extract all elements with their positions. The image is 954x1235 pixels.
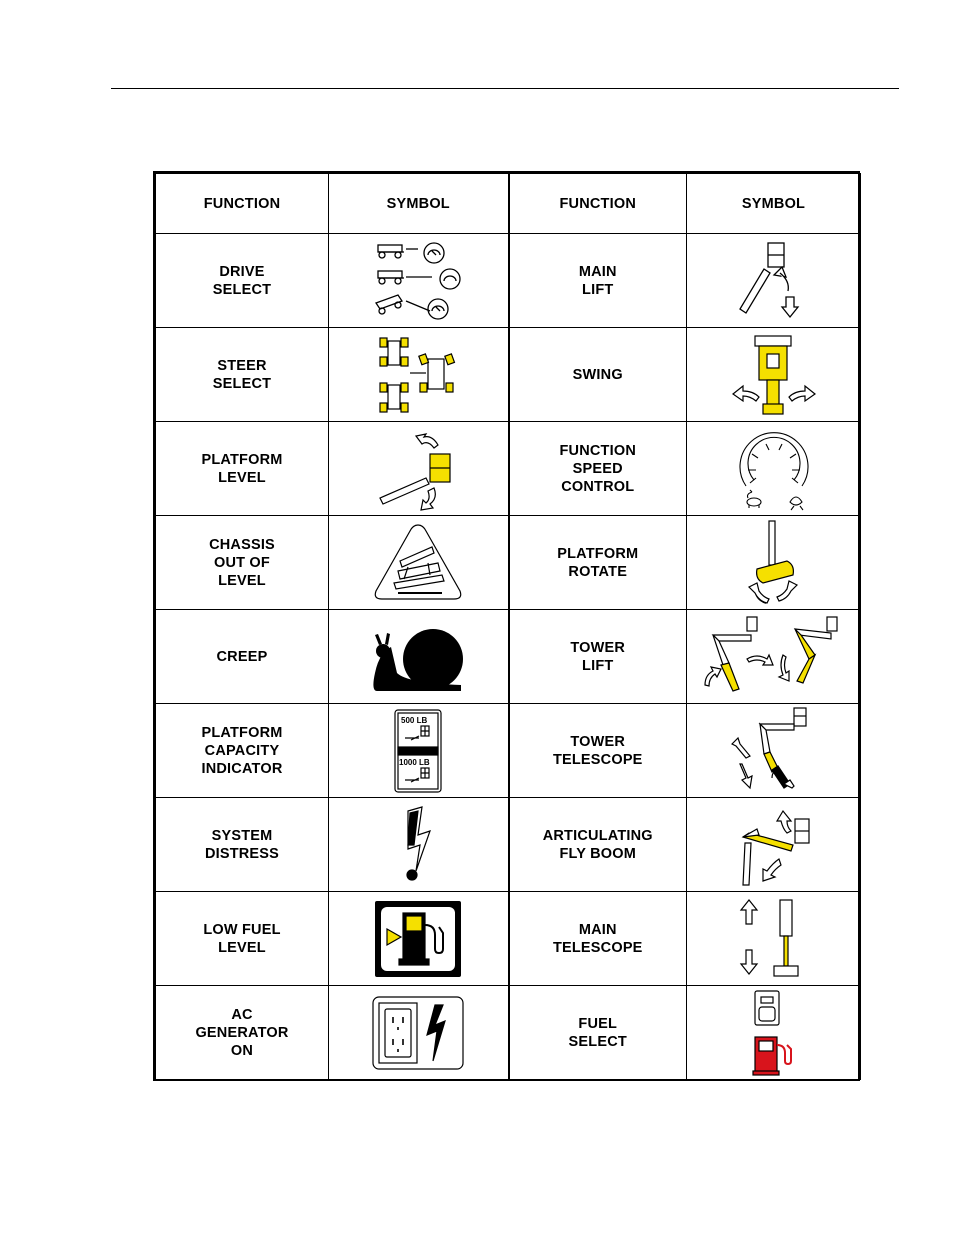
platform-rotate-icon — [729, 519, 819, 607]
function-label: CREEP — [156, 610, 329, 704]
tower-lift-icon — [699, 615, 849, 699]
function-speed-control-icon — [724, 426, 824, 512]
capacity-500-label: 500 LB — [401, 715, 428, 725]
table-row — [156, 234, 861, 328]
low-fuel-level-icon — [375, 899, 461, 979]
chassis-out-of-level-icon — [368, 521, 468, 605]
platform-level-icon — [368, 426, 468, 512]
drive-select-icon — [368, 239, 468, 323]
header-function-right: FUNCTION — [509, 174, 687, 234]
symbol-cell — [687, 798, 861, 892]
function-label: TOWER LIFT — [509, 610, 687, 704]
main-telescope-icon — [734, 896, 814, 982]
header-function-left: FUNCTION — [156, 174, 329, 234]
header-symbol-right: SYMBOL — [687, 174, 861, 234]
symbol-cell — [329, 986, 509, 1080]
control-symbols-table — [153, 171, 860, 1081]
table-row — [156, 610, 861, 704]
function-label: STEER SELECT — [156, 328, 329, 422]
symbol-cell — [687, 704, 861, 798]
symbol-cell — [329, 516, 509, 610]
symbol-cell — [329, 328, 509, 422]
symbol-cell — [687, 328, 861, 422]
tower-telescope-icon — [724, 706, 824, 796]
function-label: TOWER TELESCOPE — [509, 704, 687, 798]
function-label: DRIVE SELECT — [156, 234, 329, 328]
function-label: CHASSIS OUT OF LEVEL — [156, 516, 329, 610]
function-label: FUEL SELECT — [509, 986, 687, 1080]
table-row — [156, 986, 861, 1080]
function-label: PLATFORM CAPACITY INDICATOR — [156, 704, 329, 798]
header-rule — [111, 88, 899, 89]
swing-icon — [729, 332, 819, 418]
table-header-row — [156, 174, 861, 234]
header-symbol-left: SYMBOL — [329, 174, 509, 234]
function-label: FUNCTION SPEED CONTROL — [509, 422, 687, 516]
creep-snail-icon — [363, 617, 473, 697]
symbol-cell — [687, 610, 861, 704]
function-label: SYSTEM DISTRESS — [156, 798, 329, 892]
main-lift-icon — [734, 239, 814, 323]
table-row — [156, 892, 861, 986]
symbol-cell — [329, 892, 509, 986]
capacity-1000-label: 1000 LB — [399, 757, 430, 767]
symbol-cell — [329, 610, 509, 704]
steer-select-icon — [368, 333, 468, 417]
symbol-cell — [687, 516, 861, 610]
articulating-fly-boom-icon — [729, 801, 819, 889]
table-row — [156, 516, 861, 610]
symbol-cell — [687, 892, 861, 986]
function-label: AC GENERATOR ON — [156, 986, 329, 1080]
symbol-cell — [329, 234, 509, 328]
symbol-cell — [329, 798, 509, 892]
function-label: PLATFORM LEVEL — [156, 422, 329, 516]
platform-capacity-icon — [393, 708, 443, 794]
symbol-cell — [687, 234, 861, 328]
table-row — [156, 798, 861, 892]
table-row — [156, 704, 861, 798]
ac-generator-icon — [371, 995, 465, 1071]
system-distress-icon — [388, 803, 448, 887]
symbol-cell — [687, 422, 861, 516]
symbol-cell — [687, 986, 861, 1080]
function-label: MAIN LIFT — [509, 234, 687, 328]
function-label: PLATFORM ROTATE — [509, 516, 687, 610]
table-row — [156, 422, 861, 516]
symbol-cell — [329, 422, 509, 516]
fuel-select-icon — [749, 989, 799, 1077]
symbol-cell — [329, 704, 509, 798]
table-row — [156, 328, 861, 422]
function-label: MAIN TELESCOPE — [509, 892, 687, 986]
function-label: ARTICULATING FLY BOOM — [509, 798, 687, 892]
function-label: SWING — [509, 328, 687, 422]
function-label: LOW FUEL LEVEL — [156, 892, 329, 986]
